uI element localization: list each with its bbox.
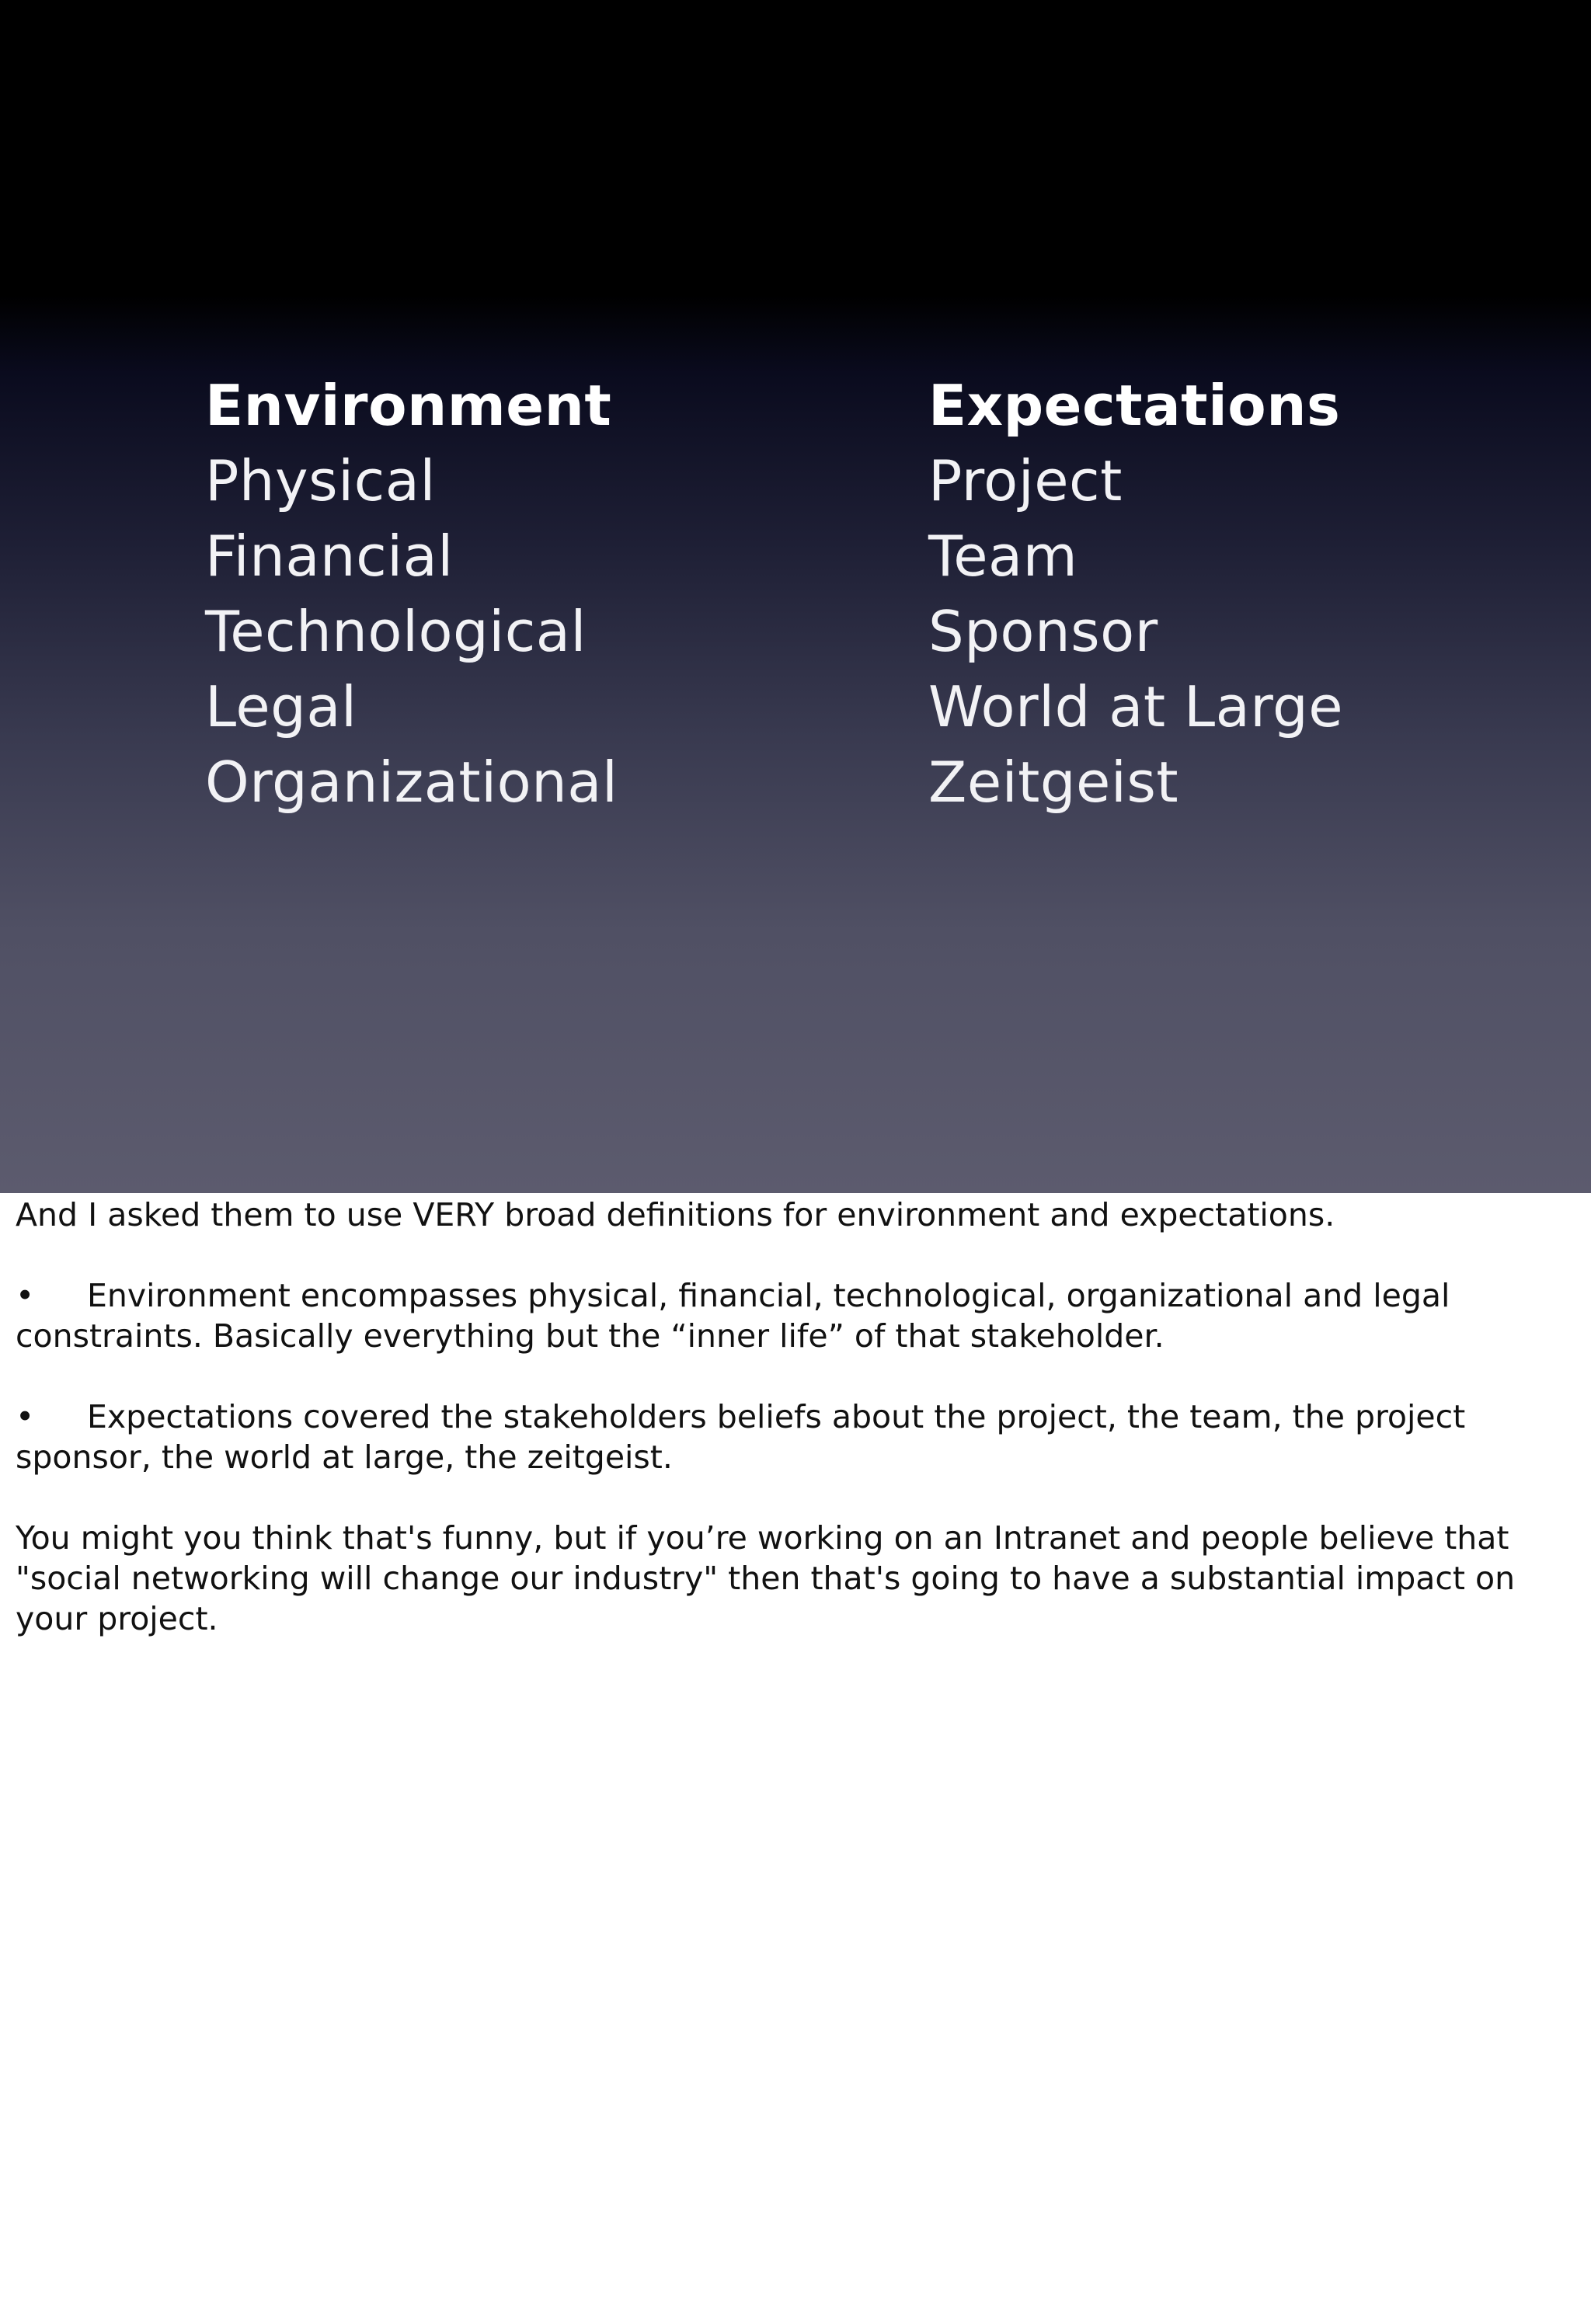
expectations-item: World at Large xyxy=(928,674,1344,739)
environment-item: Technological xyxy=(205,599,587,664)
notes-closing: You might you think that's funny, but if you’re working on an Intranet and people believe that "social networking will change our industry" then that's going to have a substantial impact on your project. xyxy=(16,1519,1516,1637)
expectations-column xyxy=(928,368,1343,820)
bullet-icon: • xyxy=(16,1398,35,1435)
notes-bullet-item xyxy=(16,1397,1577,1477)
notes-bullet-item xyxy=(16,1275,1577,1356)
notes-bullet-text: Environment encompasses physical, financial, technological, organizational and legal constraints. Basically everything but the “inner life” of that stakeholder. xyxy=(16,1277,1450,1355)
expectations-item: Team xyxy=(928,524,1078,589)
speaker-notes xyxy=(16,1195,1577,1679)
environment-item: Physical xyxy=(205,448,436,513)
notes-bullet-text: Expectations covered the stakeholders beliefs about the project, the team, the project sponsor, the world at large, the zeitgeist. xyxy=(16,1398,1466,1476)
environment-item: Organizational xyxy=(205,750,618,815)
notes-intro: And I asked them to use VERY broad definitions for environment and expectations. xyxy=(16,1196,1335,1233)
environment-item: Financial xyxy=(205,524,454,589)
expectations-item: Project xyxy=(928,448,1123,513)
expectations-item: Zeitgeist xyxy=(928,750,1179,815)
expectations-heading: Expectations xyxy=(928,373,1341,438)
expectations-item: Sponsor xyxy=(928,599,1158,664)
environment-item: Legal xyxy=(205,674,357,739)
environment-column xyxy=(205,368,618,820)
environment-heading: Environment xyxy=(205,373,612,438)
bullet-icon: • xyxy=(16,1277,35,1314)
